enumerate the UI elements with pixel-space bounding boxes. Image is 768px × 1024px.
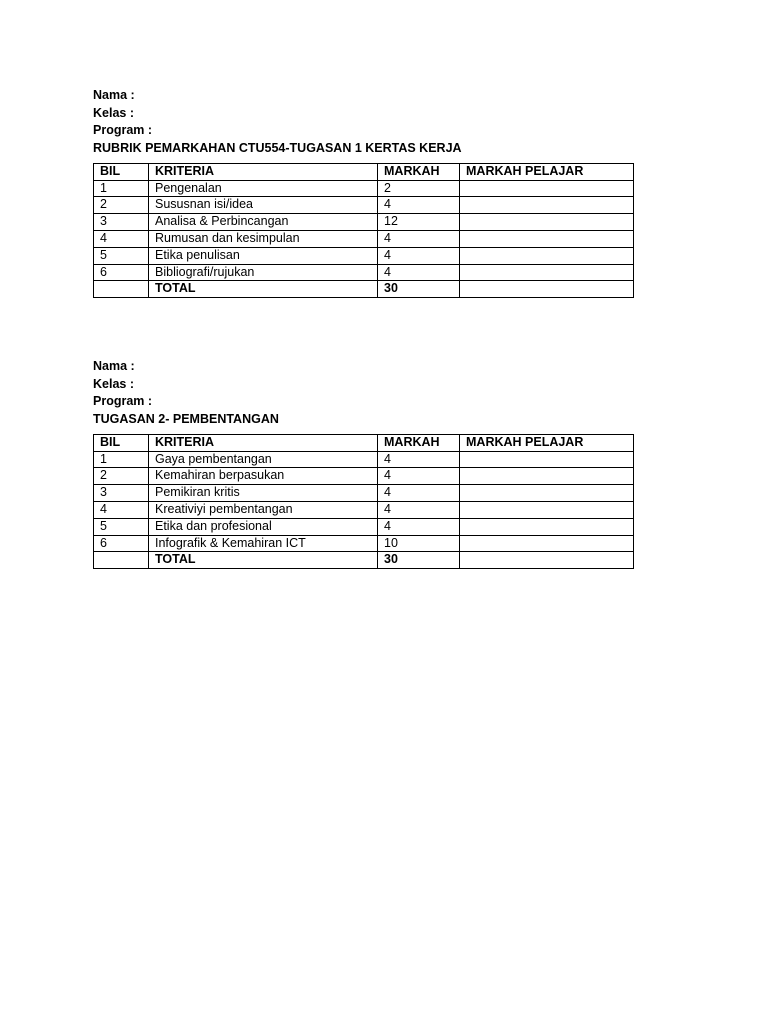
field-kelas: Kelas :: [93, 376, 134, 391]
header-markah: MARKAH: [378, 163, 460, 180]
cell-markah-pelajar: [460, 451, 634, 468]
cell-markah-pelajar: [460, 485, 634, 502]
table-row: [94, 501, 634, 518]
rubric-section-2: [93, 358, 634, 569]
cell-total-label: TOTAL: [149, 281, 378, 298]
cell-bil: 4: [94, 501, 149, 518]
header-bil: BIL: [94, 434, 149, 451]
table-row: [94, 485, 634, 502]
header-kriteria: KRITERIA: [149, 434, 378, 451]
cell-markah-pelajar: [460, 468, 634, 485]
table-row: [94, 247, 634, 264]
cell-markah-pelajar: [460, 552, 634, 569]
field-nama: Nama :: [93, 359, 135, 373]
table-header-row: [94, 434, 634, 451]
cell-bil: 1: [94, 180, 149, 197]
rubric-section-1: [93, 87, 634, 298]
cell-kriteria: Kreativiyi pembentangan: [149, 501, 378, 518]
cell-markah-pelajar: [460, 518, 634, 535]
cell-bil: 2: [94, 197, 149, 214]
cell-kriteria: Rumusan dan kesimpulan: [149, 230, 378, 247]
cell-markah-pelajar: [460, 180, 634, 197]
cell-total-markah: 30: [378, 552, 460, 569]
cell-kriteria: Sususnan isi/idea: [149, 197, 378, 214]
cell-markah-pelajar: [460, 247, 634, 264]
rubric-table: [93, 163, 634, 298]
cell-kriteria: Pengenalan: [149, 180, 378, 197]
cell-markah: 4: [378, 451, 460, 468]
table-row: [94, 468, 634, 485]
table-row: [94, 264, 634, 281]
table-row: [94, 451, 634, 468]
field-nama: Nama :: [93, 88, 135, 102]
field-program: Program :: [93, 123, 153, 138]
cell-markah: 4: [378, 468, 460, 485]
cell-markah: 4: [378, 247, 460, 264]
cell-total-label: TOTAL: [149, 552, 378, 569]
cell-bil: 5: [94, 518, 149, 535]
header-kriteria: KRITERIA: [149, 163, 378, 180]
cell-bil: 3: [94, 485, 149, 502]
cell-bil: 4: [94, 230, 149, 247]
cell-kriteria: Analisa & Perbincangan: [149, 214, 378, 231]
cell-markah: 10: [378, 535, 460, 552]
table-row: [94, 180, 634, 197]
cell-markah-pelajar: [460, 214, 634, 231]
cell-bil: 6: [94, 264, 149, 281]
cell-kriteria: Etika dan profesional: [149, 518, 378, 535]
cell-markah-pelajar: [460, 197, 634, 214]
rubric-table: [93, 434, 634, 569]
cell-bil: 2: [94, 468, 149, 485]
section-title: RUBRIK PEMARKAHAN CTU554-TUGASAN 1 KERTAS KERJA: [93, 141, 462, 156]
table-row: [94, 518, 634, 535]
cell-markah: 4: [378, 264, 460, 281]
header-markah: MARKAH: [378, 434, 460, 451]
cell-bil: [94, 552, 149, 569]
cell-markah: 4: [378, 518, 460, 535]
cell-markah: 4: [378, 230, 460, 247]
table-row: [94, 535, 634, 552]
field-kelas: Kelas :: [93, 105, 134, 120]
header-markah-pelajar: MARKAH PELAJAR: [460, 434, 634, 451]
total-row: [94, 552, 634, 569]
cell-markah-pelajar: [460, 535, 634, 552]
table-row: [94, 214, 634, 231]
cell-kriteria: Gaya pembentangan: [149, 451, 378, 468]
header-markah-pelajar: MARKAH PELAJAR: [460, 163, 634, 180]
cell-bil: 1: [94, 451, 149, 468]
total-row: [94, 281, 634, 298]
cell-bil: 3: [94, 214, 149, 231]
cell-markah-pelajar: [460, 264, 634, 281]
cell-markah: 4: [378, 501, 460, 518]
cell-kriteria: Kemahiran berpasukan: [149, 468, 378, 485]
cell-kriteria: Pemikiran kritis: [149, 485, 378, 502]
cell-markah: 4: [378, 485, 460, 502]
cell-bil: 5: [94, 247, 149, 264]
cell-bil: [94, 281, 149, 298]
cell-kriteria: Bibliografi/rujukan: [149, 264, 378, 281]
cell-markah: 2: [378, 180, 460, 197]
table-header-row: [94, 163, 634, 180]
section-title: TUGASAN 2- PEMBENTANGAN: [93, 412, 279, 427]
cell-bil: 6: [94, 535, 149, 552]
cell-total-markah: 30: [378, 281, 460, 298]
cell-markah: 4: [378, 197, 460, 214]
cell-markah: 12: [378, 214, 460, 231]
cell-markah-pelajar: [460, 230, 634, 247]
header-bil: BIL: [94, 163, 149, 180]
field-program: Program :: [93, 394, 153, 409]
cell-markah-pelajar: [460, 281, 634, 298]
table-row: [94, 197, 634, 214]
cell-kriteria: Etika penulisan: [149, 247, 378, 264]
cell-markah-pelajar: [460, 501, 634, 518]
cell-kriteria: Infografik & Kemahiran ICT: [149, 535, 378, 552]
table-row: [94, 230, 634, 247]
